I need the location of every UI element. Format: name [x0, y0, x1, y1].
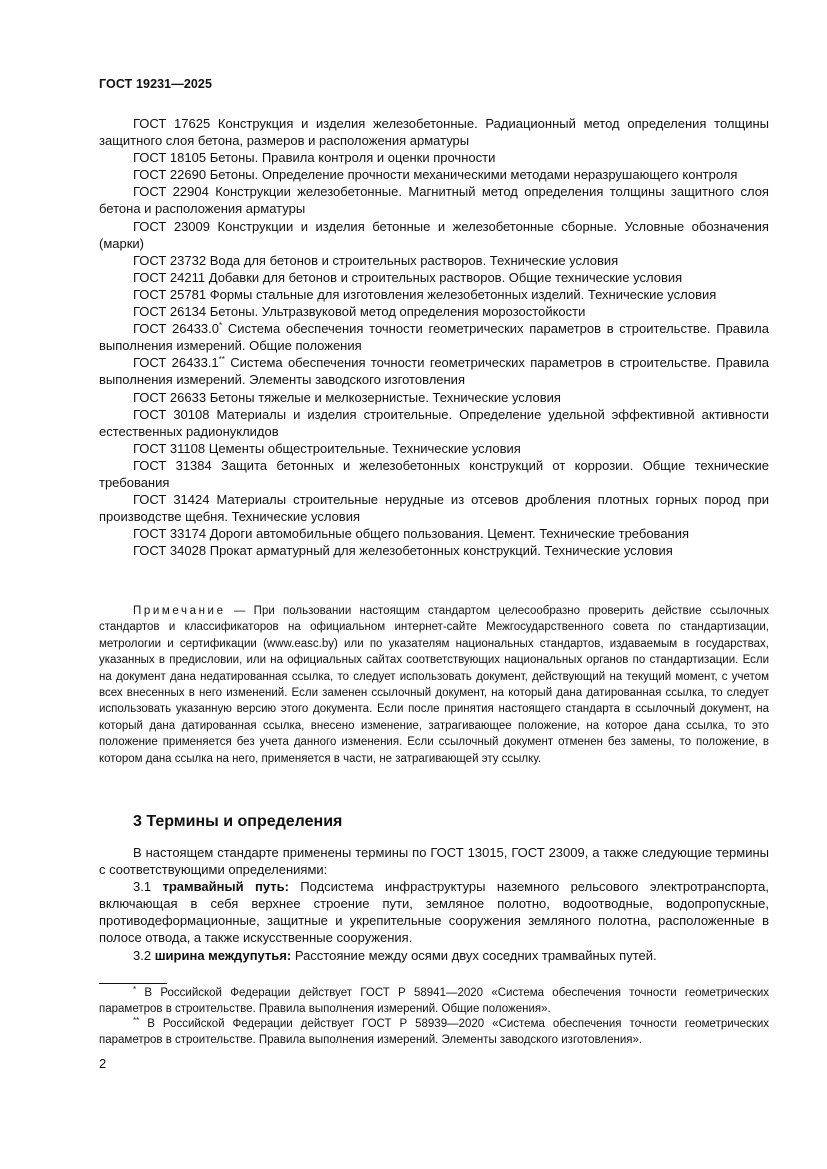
note-paragraph [99, 603, 769, 767]
reference-code: ГОСТ 18105 [133, 150, 207, 166]
reference-code: ГОСТ 34028 [133, 543, 207, 559]
term-name: ширина междупутья: [154, 947, 292, 963]
reference-item [99, 406, 769, 440]
reference-title: Бетоны тяжелые и мелкозернистые. Технические условия [209, 389, 561, 405]
page-number: 2 [99, 1056, 107, 1071]
term-number: 3.2 [133, 947, 152, 963]
reference-title: Конструкции и изделия бетонные и железобетонные сборные. Условные обозначения (марки) [99, 218, 769, 251]
reference-item [99, 149, 769, 166]
reference-title: Бетоны. Ультразвуковой метод определения морозостойкости [209, 304, 586, 320]
reference-title: Вода для бетонов и строительных растворов. Технические условия [209, 252, 619, 268]
reference-item [99, 166, 769, 183]
reference-code: ГОСТ 23732 [133, 252, 207, 268]
reference-item [99, 354, 769, 388]
footnote-mark: ** [133, 1016, 140, 1025]
reference-code: ГОСТ 33174 [133, 526, 207, 542]
reference-title: Система обеспечения точности геометрических параметров в строительстве. Правила выполнения измерений. Элементы заводского изготовления [99, 355, 769, 388]
footnote-mark: * [133, 985, 137, 994]
reference-code: ГОСТ 26433.0 [133, 321, 220, 337]
reference-title: Бетоны. Определение прочности механическими методами неразрушающего контроля [209, 167, 738, 183]
reference-title: Материалы и изделия строительные. Определение удельной эффективной активности естественных радионуклидов [99, 406, 769, 439]
reference-item [99, 269, 769, 286]
reference-item [99, 183, 769, 217]
reference-code: ГОСТ 25781 [133, 286, 207, 302]
reference-code: ГОСТ 22904 [133, 184, 209, 200]
reference-title: Конструкции железобетонные. Магнитный метод определения толщины защитного слоя бетона и расположения арматуры [99, 184, 769, 217]
footnote-text: В Российской Федерации действует ГОСТ Р 58941—2020 «Система обеспечения точности геометрических параметров в строительстве. Правила выполнения измерений. Общие положения». [99, 987, 770, 1015]
document-header: ГОСТ 19231—2025 [99, 77, 213, 91]
term-definition [99, 947, 769, 964]
reference-item [99, 389, 769, 406]
reference-code: ГОСТ 26433.1 [133, 355, 219, 371]
reference-code: ГОСТ 23009 [133, 218, 210, 234]
reference-title: Формы стальные для изготовления железобетонных изделий. Технические условия [209, 286, 717, 302]
reference-title: Материалы строительные нерудные из отсевов дробления плотных горных пород при производстве щебня. Технические условия [99, 492, 769, 525]
footnote-marker: * [219, 321, 223, 331]
term-name: трамвайный путь: [162, 879, 289, 895]
reference-item [99, 115, 769, 149]
note-text: — При пользовании настоящим стандартом целесообразно проверить действие ссылочных стандартов и классификаторов на официальном интернет-сайте Межгосударственного совета по стандартизации, метрологии и сертификации (www.easc.by) или по указателям национальных стандартов, издаваемым в государствах, указанных в предисловии, или на официальных сайтах соответствующих национальных органов по стандартизации. Если на документ дана недатированная ссылка, то следует использовать документ, действующий на текущий момент, с учетом всех внесенных в него изменений. Если заменен ссылочный документ, на который дана датированная ссылка, то следует использовать указанную версию этого документа. Если после принятия настоящего стандарта в ссылочный документ, на который дана датированная ссылка, внесено изменение, затрагивающее положение, на которое дана ссылка, то это положение применяется без учета данного изменения. Если ссылочный документ отменен без замены, то положение, в котором дана ссылка на него, применяется в части, не затрагивающей эту ссылку. [99, 605, 769, 765]
footnotes [99, 986, 769, 1048]
reference-item [99, 218, 769, 252]
reference-item [99, 440, 769, 457]
term-number: 3.1 [133, 879, 152, 895]
normative-references-list [99, 115, 769, 559]
section-title: 3 Термины и определения [133, 813, 343, 830]
reference-code: ГОСТ 31108 [133, 440, 206, 456]
reference-item [99, 303, 769, 320]
reference-title: Защита бетонных и железобетонных конструкций от коррозии. Общие технические требования [99, 457, 769, 490]
section-body [99, 844, 769, 964]
section-intro: В настоящем стандарте применены термины по ГОСТ 13015, ГОСТ 23009, а также следующие термины с соответствующими определениями: [99, 845, 769, 878]
reference-title: Дороги автомобильные общего пользования. Цемент. Технические требования [209, 526, 690, 542]
reference-title: Прокат арматурный для железобетонных конструкций. Технические условия [209, 543, 673, 559]
reference-item [99, 491, 769, 525]
footnote-marker: ** [218, 355, 225, 365]
reference-title: Добавки для бетонов и строительных растворов. Общие технические условия [208, 269, 683, 285]
footnote-text: В Российской Федерации действует ГОСТ Р 58939—2020 «Система обеспечения точности геометрических параметров в строительстве. Правила выполнения измерений. Элементы заводского изготовления». [99, 1018, 770, 1046]
reference-item [99, 252, 769, 269]
footnote [99, 1017, 769, 1048]
reference-item [99, 457, 769, 491]
reference-code: ГОСТ 31384 [133, 457, 212, 473]
term-text: Подсистема инфраструктуры наземного рельсового электротранспорта, включающая в себя верхнее строение пути, земляное полотно, водоотводные, водопропускные, противодеформационные, защитные и укрепительные сооружения земляного полотна, расположенные в полосе отвода, а также искусственные сооружения. [99, 879, 769, 946]
reference-code: ГОСТ 26134 [133, 304, 207, 320]
reference-title: Бетоны. Правила контроля и оценки прочности [209, 150, 496, 166]
reference-code: ГОСТ 31424 [133, 492, 210, 508]
term-definition [99, 878, 769, 946]
reference-code: ГОСТ 26633 [133, 389, 207, 405]
reference-item [99, 542, 769, 559]
term-text: Расстояние между осями двух соседних трамвайных путей. [294, 947, 657, 963]
reference-code: ГОСТ 17625 [133, 116, 211, 131]
footnote-separator [99, 983, 167, 984]
reference-title: Система обеспечения точности геометрических параметров в строительстве. Правила выполнения измерений. Общие положения [99, 321, 769, 354]
reference-item [99, 320, 769, 354]
note-label: Примечание [133, 605, 226, 617]
reference-title: Цементы общестроительные. Технические условия [208, 440, 521, 456]
reference-code: ГОСТ 22690 [133, 167, 207, 183]
reference-title: Конструкция и изделия железобетонные. Радиационный метод определения толщины защитного слоя бетона, размеров и расположения арматуры [99, 116, 769, 149]
reference-item [99, 525, 769, 542]
footnote [99, 986, 769, 1017]
reference-code: ГОСТ 30108 [133, 406, 210, 422]
reference-item [99, 286, 769, 303]
reference-code: ГОСТ 24211 [133, 269, 206, 285]
